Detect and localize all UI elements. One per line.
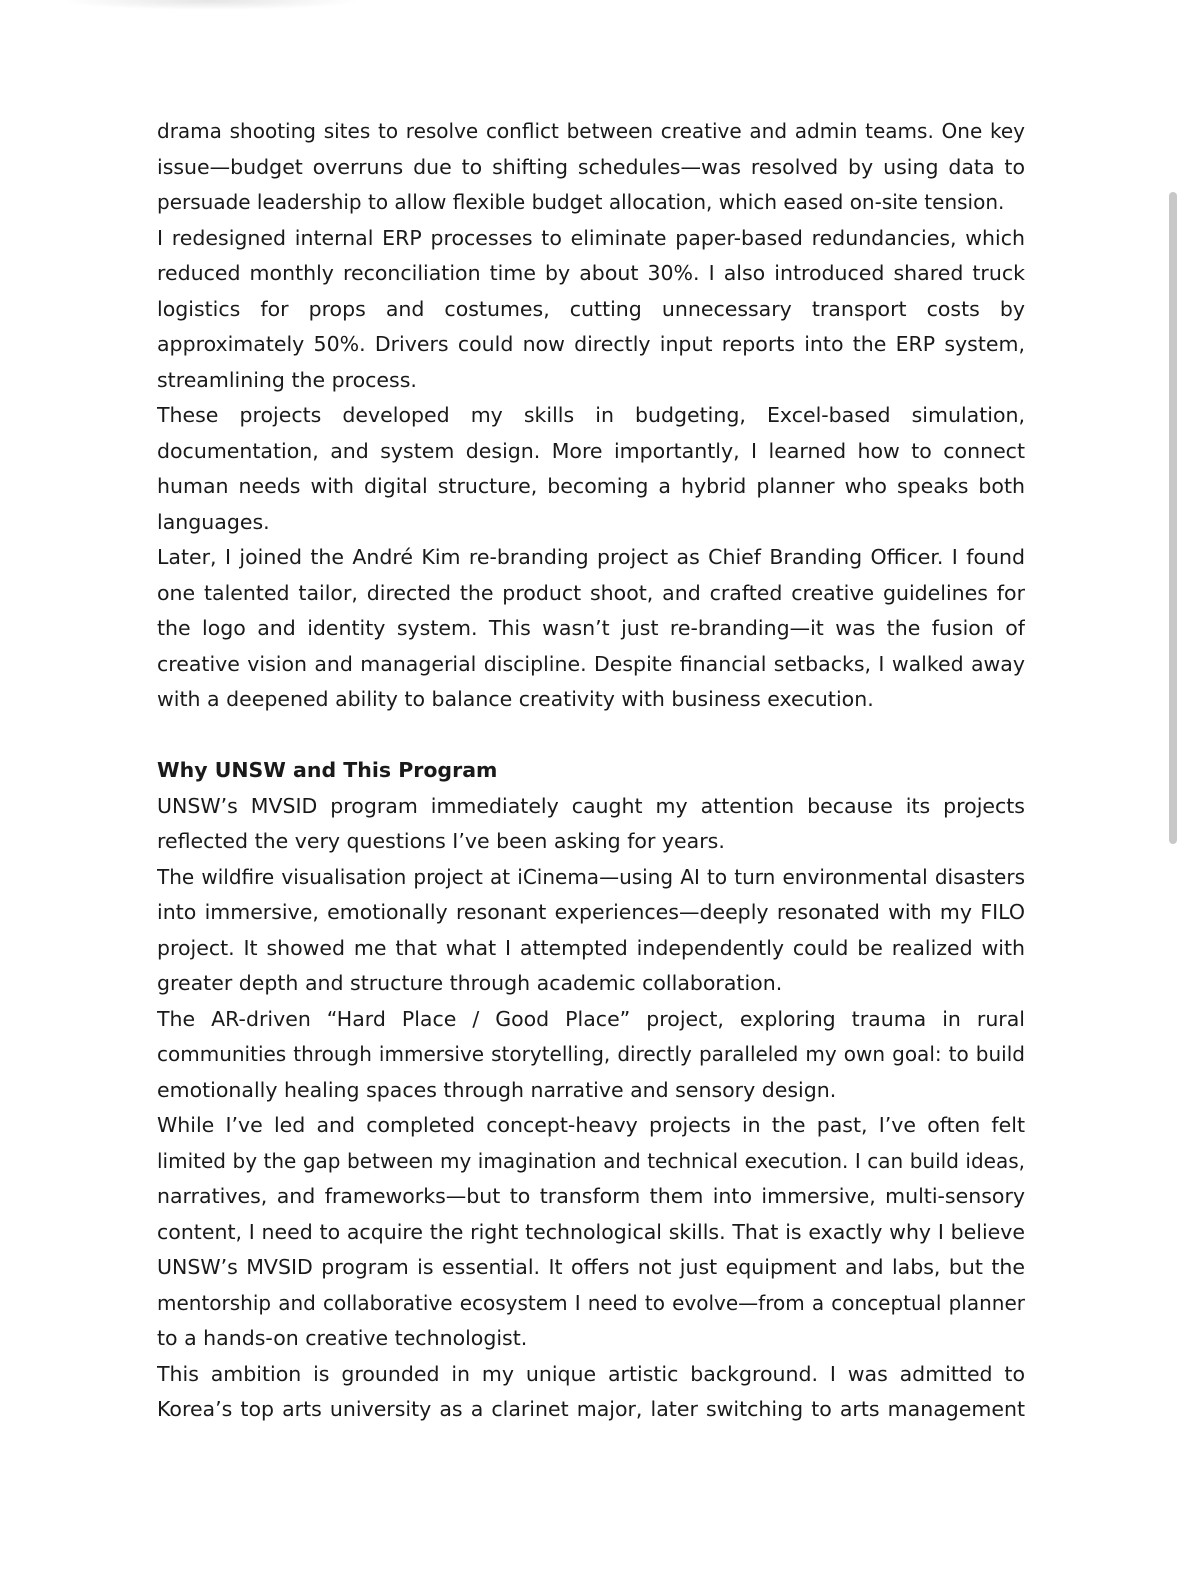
- text-line: Later, I joined the André Kim re-branding project as Chief Branding Officer. I found: [157, 545, 1025, 569]
- text-line: logistics for props and costumes, cutting unnecessary transport costs by: [157, 296, 1025, 321]
- top-shadow: [60, 0, 360, 10]
- text-line: This ambition is grounded in my unique artistic background. I was admitted to: [157, 1361, 1025, 1386]
- text-line: emotionally healing spaces through narrative and sensory design.: [157, 1077, 837, 1102]
- text-line: limited by the gap between my imagination and technical execution. I can build ideas,: [157, 1148, 1025, 1173]
- text-line: communities through immersive storytelling, directly paralleled my own goal: to build: [157, 1042, 1025, 1066]
- text-line: languages.: [157, 509, 270, 534]
- document-body: [157, 114, 1025, 1428]
- text-line: mentorship and collaborative ecosystem I need to evolve—from a conceptual planner: [157, 1290, 1025, 1315]
- text-line: narratives, and frameworks—but to transform them into immersive, multi-sensory: [157, 1184, 1025, 1208]
- text-line: reduced monthly reconciliation time by about 30%. I also introduced shared truck: [157, 261, 1025, 285]
- text-line: drama shooting sites to resolve conflict between creative and admin teams. One key: [157, 119, 1025, 143]
- text-line: greater depth and structure through academic collaboration.: [157, 971, 783, 995]
- text-line: The AR-driven “Hard Place / Good Place” project, exploring trauma in rural: [157, 1006, 1025, 1031]
- text-line: creative vision and managerial discipline. Despite financial setbacks, I walked away: [157, 651, 1025, 676]
- text-line: While I’ve led and completed concept-heavy projects in the past, I’ve often felt: [157, 1113, 1025, 1137]
- section-heading: Why UNSW and This Program: [157, 758, 498, 782]
- text-line: persuade leadership to allow flexible budget allocation, which eased on-site tension.: [157, 190, 1005, 214]
- text-line: into immersive, emotionally resonant experiences—deeply resonated with my FILO: [157, 900, 1025, 924]
- text-line: with a deepened ability to balance creativity with business execution.: [157, 687, 874, 711]
- text-line: human needs with digital structure, becoming a hybrid planner who speaks both: [157, 474, 1025, 498]
- text-line: approximately 50%. Drivers could now directly input reports into the ERP system,: [157, 332, 1025, 356]
- text-line: I redesigned internal ERP processes to eliminate paper-based redundancies, which: [157, 225, 1025, 250]
- text-line: reflected the very questions I’ve been asking for years.: [157, 829, 725, 853]
- text-line: documentation, and system design. More importantly, I learned how to connect: [157, 438, 1025, 463]
- text-line: UNSW’s MVSID program immediately caught my attention because its projects: [157, 793, 1025, 818]
- text-line: streamlining the process.: [157, 367, 417, 392]
- scrollbar-thumb[interactable]: [1169, 192, 1177, 844]
- text-line: Korea’s top arts university as a clarinet major, later switching to arts management: [157, 1397, 1025, 1421]
- text-line: the logo and identity system. This wasn’t just re-branding—it was the fusion of: [157, 616, 1025, 640]
- text-line: to a hands-on creative technologist.: [157, 1326, 528, 1350]
- text-line: The wildfire visualisation project at iCinema—using AI to turn environmental disasters: [157, 864, 1025, 889]
- text-line: one talented tailor, directed the product shoot, and crafted creative guidelines for: [157, 580, 1025, 605]
- text-line: issue—budget overruns due to shifting schedules—was resolved by using data to: [157, 154, 1025, 179]
- text-line: content, I need to acquire the right technological skills. That is exactly why I believe: [157, 1219, 1025, 1244]
- text-line: project. It showed me that what I attempted independently could be realized with: [157, 935, 1025, 960]
- text-line: UNSW’s MVSID program is essential. It offers not just equipment and labs, but the: [157, 1255, 1025, 1279]
- text-line: These projects developed my skills in budgeting, Excel-based simulation,: [157, 403, 1025, 427]
- paragraph-gap: [157, 718, 1025, 754]
